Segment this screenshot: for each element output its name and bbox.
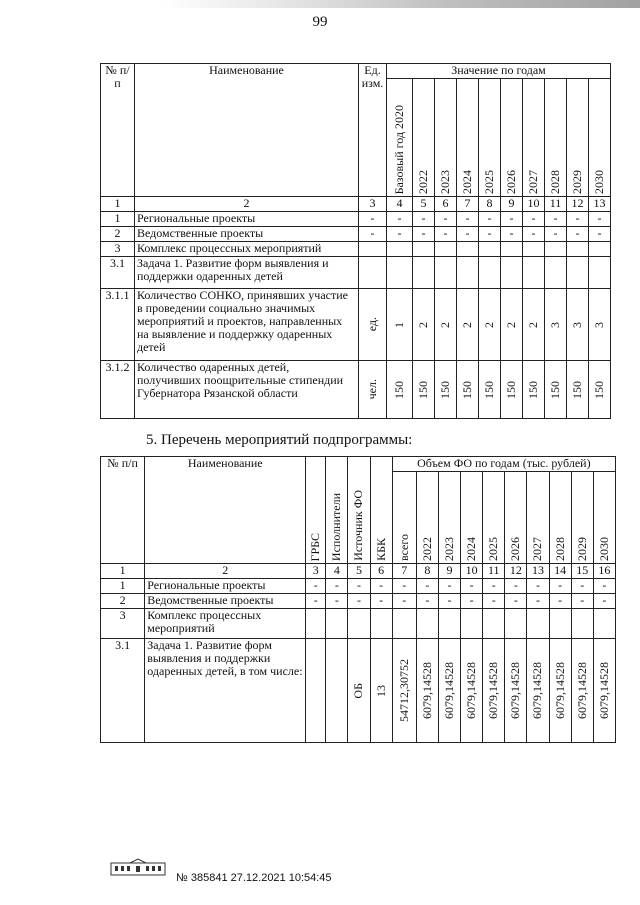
col-number: 9	[438, 564, 460, 579]
header-no: № п/п	[101, 457, 145, 564]
row-value: -	[387, 227, 413, 242]
header-year: 2023	[435, 79, 457, 197]
column-number-row	[101, 197, 611, 212]
row-name: Количество СОНКО, принявших участие в проведении социально значимых мероприятий и проектов, направленных на выявление и поддержку одаренных детей	[135, 289, 359, 361]
header-no: № п/п	[101, 64, 135, 197]
row-no: 2	[101, 594, 145, 609]
row-no: 3	[101, 242, 135, 257]
row-value: -	[549, 579, 571, 594]
row-meta	[326, 639, 348, 743]
row-value: 150	[545, 361, 567, 419]
row-meta	[306, 639, 326, 743]
row-value: 2	[501, 289, 523, 361]
table-row	[101, 212, 611, 227]
row-value: -	[571, 579, 593, 594]
col-number: 8	[416, 564, 438, 579]
header-year: 2022	[413, 79, 435, 197]
table-row	[101, 609, 616, 639]
row-value: -	[457, 212, 479, 227]
table-row	[101, 594, 616, 609]
row-value: -	[505, 594, 527, 609]
row-meta: -	[326, 594, 348, 609]
row-unit: -	[359, 227, 387, 242]
row-value: -	[593, 579, 615, 594]
header-year: Базовый год 2020	[387, 79, 413, 197]
row-value: 2	[413, 289, 435, 361]
header-year: всего	[392, 472, 416, 564]
page-number: 99	[312, 14, 328, 30]
row-value: -	[567, 227, 589, 242]
row-value: -	[457, 227, 479, 242]
row-value: -	[545, 212, 567, 227]
header-year: 2030	[589, 79, 611, 197]
col-number: 10	[461, 564, 483, 579]
row-no: 1	[101, 212, 135, 227]
col-number: 13	[527, 564, 549, 579]
header-year: 2030	[593, 472, 615, 564]
row-value: -	[589, 227, 611, 242]
col-number: 16	[593, 564, 615, 579]
row-unit: -	[359, 212, 387, 227]
row-meta: -	[326, 579, 348, 594]
row-meta: 13	[370, 639, 392, 743]
row-value: -	[589, 212, 611, 227]
empty-cell	[359, 257, 387, 289]
col-number: 2	[135, 197, 359, 212]
row-value: 150	[523, 361, 545, 419]
document-id: № 385841 27.12.2021 10:54:45	[176, 872, 332, 884]
col-number: 12	[567, 197, 589, 212]
row-no: 3.1.2	[101, 361, 135, 419]
header-unit: Ед. изм.	[359, 64, 387, 197]
col-number: 10	[523, 197, 545, 212]
header-year: 2024	[461, 472, 483, 564]
row-no: 3.1	[101, 639, 145, 743]
row-no: 3.1.1	[101, 289, 135, 361]
row-value: -	[571, 594, 593, 609]
activities-table	[100, 456, 616, 743]
building-stamp-icon	[110, 858, 166, 876]
col-number: 12	[505, 564, 527, 579]
col-number: 5	[348, 564, 370, 579]
row-name: Ведомственные проекты	[145, 594, 306, 609]
row-value: 150	[589, 361, 611, 419]
col-number: 7	[392, 564, 416, 579]
row-value: 2	[457, 289, 479, 361]
header-year: 2027	[523, 79, 545, 197]
col-number: 15	[571, 564, 593, 579]
row-unit: ед.	[359, 289, 387, 361]
row-value: 6079,14528	[549, 639, 571, 743]
row-value: 150	[479, 361, 501, 419]
row-value: -	[523, 212, 545, 227]
header-year: 2027	[527, 472, 549, 564]
row-value: -	[461, 579, 483, 594]
row-value: 6079,14528	[527, 639, 549, 743]
scan-artifact	[0, 0, 640, 8]
row-value: -	[438, 594, 460, 609]
header-year: 2025	[479, 79, 501, 197]
row-value: -	[545, 227, 567, 242]
row-value: 6079,14528	[571, 639, 593, 743]
row-value: 2	[523, 289, 545, 361]
row-name: Задача 1. Развитие форм выявления и поддержки одаренных детей	[135, 257, 359, 289]
row-meta: -	[306, 579, 326, 594]
row-name: Количество одаренных детей, получивших поощрительные стипендии Губернатора Рязанской области	[135, 361, 359, 419]
row-value: -	[479, 212, 501, 227]
header-year: 2026	[505, 472, 527, 564]
row-value: 150	[457, 361, 479, 419]
row-value: 6079,14528	[593, 639, 615, 743]
header-name: Наименование	[135, 64, 359, 197]
row-value: 150	[501, 361, 523, 419]
col-number: 11	[545, 197, 567, 212]
row-value: 6079,14528	[416, 639, 438, 743]
row-value: -	[483, 579, 505, 594]
col-number: 2	[145, 564, 306, 579]
row-value: -	[501, 212, 523, 227]
row-value: 3	[589, 289, 611, 361]
header-values-by-year: Значение по годам	[387, 64, 611, 79]
row-value: 3	[567, 289, 589, 361]
row-value: -	[387, 212, 413, 227]
row-no: 1	[101, 579, 145, 594]
col-number: 5	[413, 197, 435, 212]
header-fo-volume: Объем ФО по годам (тыс. рублей)	[392, 457, 615, 472]
row-value: -	[505, 579, 527, 594]
row-value: 150	[387, 361, 413, 419]
table-row	[101, 639, 616, 743]
row-value: 6079,14528	[438, 639, 460, 743]
col-number: 7	[457, 197, 479, 212]
row-value: 1	[387, 289, 413, 361]
row-value: -	[392, 579, 416, 594]
row-no: 3.1	[101, 257, 135, 289]
row-value: 2	[435, 289, 457, 361]
row-value: -	[527, 579, 549, 594]
row-value: 6079,14528	[505, 639, 527, 743]
table-row	[101, 361, 611, 419]
row-meta: -	[370, 594, 392, 609]
col-number: 1	[101, 197, 135, 212]
col-number: 11	[483, 564, 505, 579]
header-year: 2029	[571, 472, 593, 564]
row-value: -	[483, 594, 505, 609]
row-value: 6079,14528	[483, 639, 505, 743]
row-name: Региональные проекты	[135, 212, 359, 227]
row-meta: -	[348, 579, 370, 594]
row-name: Задача 1. Развитие форм выявления и поддержки одаренных детей, в том числе:	[145, 639, 306, 743]
row-value: 150	[413, 361, 435, 419]
table-row	[101, 242, 611, 257]
row-meta: -	[306, 594, 326, 609]
table-row	[101, 227, 611, 242]
row-value: -	[461, 594, 483, 609]
empty-cell	[359, 242, 387, 257]
row-name: Комплекс процессных мероприятий	[135, 242, 359, 257]
column-number-row	[101, 564, 616, 579]
row-value: -	[413, 227, 435, 242]
row-meta: -	[370, 579, 392, 594]
row-value: 3	[545, 289, 567, 361]
row-name: Комплекс процессных мероприятий	[145, 609, 306, 639]
header-year: 2029	[567, 79, 589, 197]
table-row	[101, 257, 611, 289]
row-value: 2	[479, 289, 501, 361]
table-row	[101, 579, 616, 594]
header-year: 2025	[483, 472, 505, 564]
row-value: -	[567, 212, 589, 227]
row-meta: ОБ	[348, 639, 370, 743]
table-row	[101, 289, 611, 361]
row-value: -	[416, 594, 438, 609]
row-value: -	[527, 594, 549, 609]
row-value: -	[479, 227, 501, 242]
row-value: -	[501, 227, 523, 242]
row-name: Ведомственные проекты	[135, 227, 359, 242]
row-value: -	[435, 212, 457, 227]
header-year: 2024	[457, 79, 479, 197]
row-value: 150	[435, 361, 457, 419]
section-title: 5. Перечень мероприятий подпрограммы:	[146, 432, 413, 448]
col-number: 3	[359, 197, 387, 212]
row-value: -	[392, 594, 416, 609]
row-value: -	[435, 227, 457, 242]
col-number: 6	[435, 197, 457, 212]
header-executors: Исполнители	[326, 457, 348, 564]
header-fo-source: Источник ФО	[348, 457, 370, 564]
col-number: 14	[549, 564, 571, 579]
row-value: -	[549, 594, 571, 609]
row-value: 6079,14528	[461, 639, 483, 743]
header-year: 2028	[545, 79, 567, 197]
row-value: -	[438, 579, 460, 594]
col-number: 3	[306, 564, 326, 579]
header-year: 2026	[501, 79, 523, 197]
row-no: 3	[101, 609, 145, 639]
header-kbk: КБК	[370, 457, 392, 564]
row-name: Региональные проекты	[145, 579, 306, 594]
row-value: -	[593, 594, 615, 609]
col-number: 1	[101, 564, 145, 579]
col-number: 6	[370, 564, 392, 579]
col-number: 4	[387, 197, 413, 212]
row-value: -	[413, 212, 435, 227]
header-grbs: ГРБС	[306, 457, 326, 564]
col-number: 4	[326, 564, 348, 579]
header-year: 2023	[438, 472, 460, 564]
row-unit: чел.	[359, 361, 387, 419]
col-number: 9	[501, 197, 523, 212]
row-value: 54712,30752	[392, 639, 416, 743]
row-value: -	[416, 579, 438, 594]
header-name: Наименование	[145, 457, 306, 564]
row-meta: -	[348, 594, 370, 609]
row-no: 2	[101, 227, 135, 242]
indicators-table	[100, 63, 611, 419]
row-value: 150	[567, 361, 589, 419]
header-year: 2022	[416, 472, 438, 564]
header-year: 2028	[549, 472, 571, 564]
col-number: 13	[589, 197, 611, 212]
col-number: 8	[479, 197, 501, 212]
row-value: -	[523, 227, 545, 242]
